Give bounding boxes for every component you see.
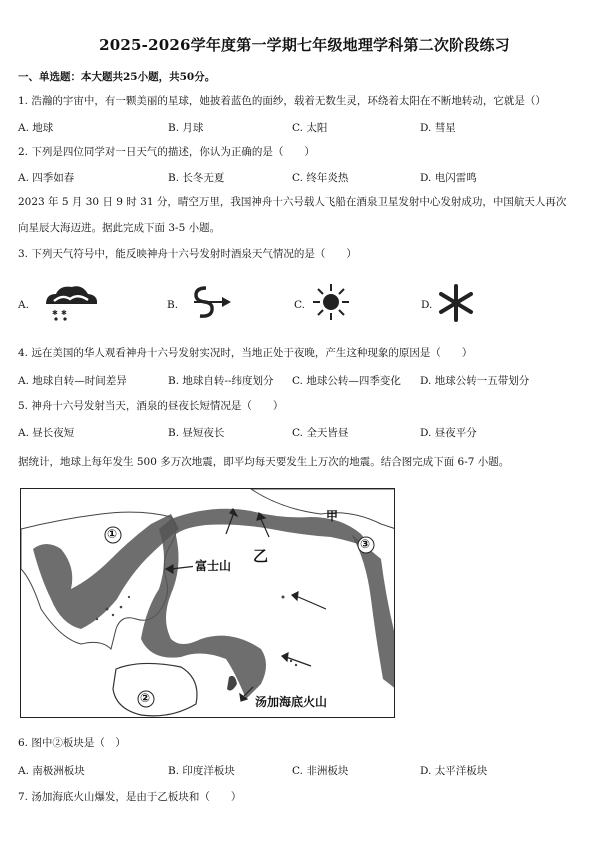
option-c: C. 地球公转—四季变化 bbox=[292, 375, 401, 387]
option-a: A. bbox=[18, 299, 29, 311]
option-d: D. 太平洋板块 bbox=[420, 765, 488, 777]
option-d: D. 彗星 bbox=[420, 122, 456, 134]
option-b: B. 印度洋板块 bbox=[168, 765, 235, 777]
svg-text:✱: ✱ bbox=[52, 309, 58, 317]
question-7: 7. 汤加海底火山爆发，是由于乙板块和（ ） bbox=[18, 791, 242, 803]
passage-2: 据统计，地球上每年发生 500 多万次地震，即平均每天要发生上万次的地震。结合图完成下面 6-7 小题。 bbox=[18, 456, 510, 468]
tonga-volcano-label: 汤加海底火山 bbox=[255, 695, 328, 709]
page-title: 2025-2026学年度第一学期七年级地理学科第二次阶段练习 bbox=[99, 36, 510, 54]
option-b: B. 昼短夜长 bbox=[168, 427, 225, 439]
option-b: B. 月球 bbox=[168, 122, 204, 134]
question-6-options bbox=[18, 763, 598, 777]
option-a: A. 地球自转—时间差异 bbox=[18, 375, 127, 387]
option-c: C. 太阳 bbox=[292, 122, 328, 134]
option-a: A. 昼长夜短 bbox=[18, 427, 75, 439]
question-3: 3. 下列天气符号中，能反映神舟十六号发射时酒泉天气情况的是（ ） bbox=[18, 248, 357, 260]
option-c: C. 非洲板块 bbox=[292, 765, 349, 777]
option-d: D. 电闪雷鸣 bbox=[420, 172, 477, 184]
question-5-options bbox=[18, 425, 598, 439]
option-c: C. 全天皆昼 bbox=[292, 427, 349, 439]
question-2-options bbox=[18, 170, 598, 184]
section-heading: 一、单选题：本大题共25小题，共50分。 bbox=[18, 71, 216, 83]
sandstorm-icon bbox=[188, 282, 234, 322]
question-5: 5. 神舟十六号发射当天，酒泉的昼夜长短情况是（ ） bbox=[18, 400, 284, 412]
option-d: D. bbox=[421, 299, 433, 311]
option-c: C. bbox=[294, 299, 305, 311]
option-b: B. 地球自转--纬度划分 bbox=[168, 375, 274, 387]
plate-boundary-map bbox=[20, 488, 395, 718]
passage-1-line-2: 向星辰大海迈进。据此完成下面 3-5 小题。 bbox=[18, 222, 221, 234]
sunny-icon bbox=[310, 281, 352, 323]
plate-2-label: ② bbox=[140, 691, 151, 705]
passage-1-line-1: 2023 年 5 月 30 日 9 时 31 分，晴空万里，我国神舟十六号载人飞船在酒泉卫星发射中心发射成功，中国航天人再次 bbox=[18, 196, 567, 208]
plate-3-label: ③ bbox=[360, 537, 371, 551]
question-6: 6. 图中②板块是（ ） bbox=[18, 737, 126, 749]
jia-label: 甲 bbox=[326, 509, 339, 523]
snowflake-icon bbox=[436, 283, 476, 323]
question-1: 1. 浩瀚的宇宙中，有一颗美丽的星球，她披着蓝色的面纱，载着无数生灵，环绕着太阳在不断地转动，它就是（） bbox=[18, 95, 546, 107]
option-a: A. 地球 bbox=[18, 122, 54, 134]
plate-1-label: ① bbox=[107, 527, 118, 541]
option-d: D. 昼夜平分 bbox=[420, 427, 477, 439]
fuji-label: 富士山 bbox=[195, 559, 232, 573]
option-a: A. 南极洲板块 bbox=[18, 765, 85, 777]
snow-shower-icon bbox=[40, 282, 100, 322]
option-c: C. 终年炎热 bbox=[292, 172, 349, 184]
question-1-options bbox=[18, 120, 598, 134]
question-2: 2. 下列是四位同学对一日天气的描述，你认为正确的是（ ） bbox=[18, 146, 315, 158]
svg-text:✱: ✱ bbox=[61, 309, 67, 317]
option-b: B. bbox=[167, 299, 179, 311]
yi-label: 乙 bbox=[253, 547, 269, 565]
option-a: A. 四季如春 bbox=[18, 172, 75, 184]
option-d: D. 地球公转一五带划分 bbox=[420, 375, 530, 387]
question-4: 4. 远在美国的华人观看神舟十六号发射实况时，当地正处于夜晚，产生这种现象的原因是（ ） bbox=[18, 347, 473, 359]
map-drawing bbox=[21, 489, 395, 718]
question-4-options bbox=[18, 373, 598, 387]
option-b: B. 长冬无夏 bbox=[168, 172, 225, 184]
